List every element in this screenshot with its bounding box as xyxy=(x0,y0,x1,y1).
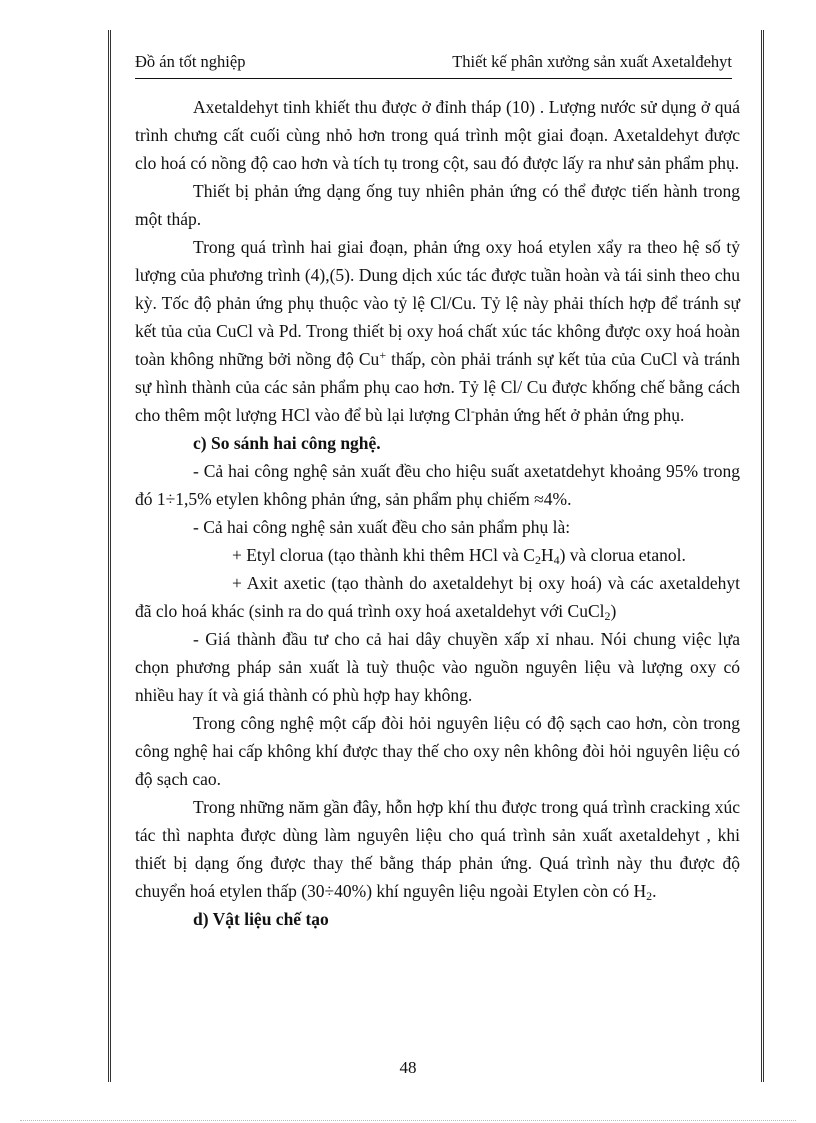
paragraph-reactor-type: Thiết bị phản ứng dạng ống tuy nhiên phản ứng có thể được tiến hành trong một tháp. xyxy=(135,181,740,229)
text-run: phản ứng hết ở phản ứng phụ. xyxy=(474,405,685,425)
superscript: + xyxy=(379,348,387,362)
header-divider xyxy=(135,78,732,79)
paragraph-investment-cost: - Giá thành đầu tư cho cả hai dây chuyền xấp xỉ nhau. Nói chung việc lựa chọn phương pháp sản xuất là tuỳ thuộc vào nguồn nguyên liệu và lượng oxy có nhiều hay ít và giá thành có phù hợp hay không. xyxy=(135,629,740,705)
text-run: + Axit axetic (tạo thành do axetaldehyt bị oxy hoá) và các axetaldehyt đã clo hoá khác (sinh ra do quá trình oxy hoá axetaldehyt với CuCl xyxy=(135,573,740,621)
text-run: ) và clorua etanol. xyxy=(559,545,686,565)
page-bottom-dotted-rule xyxy=(20,1120,796,1121)
page-number: 48 xyxy=(399,1058,417,1077)
header-title: Thiết kế phân xưởng sản xuất Axetalđehyt xyxy=(452,52,732,71)
section-heading-d: d) Vật liệu chế tạo xyxy=(193,909,329,929)
header-thesis-label: Đồ án tốt nghiệp xyxy=(135,52,246,71)
subscript: 4 xyxy=(553,553,560,567)
text-run: ) xyxy=(610,601,617,621)
subscript: 2 xyxy=(646,889,653,903)
list-item-acetic-acid xyxy=(135,569,740,625)
section-heading-c: c) So sánh hai công nghệ. xyxy=(193,433,381,453)
paragraph-byproducts-intro: - Cả hai công nghệ sản xuất đều cho sản phẩm phụ là: xyxy=(193,517,571,537)
paragraph-pure-acetaldehyde: Axetaldehyt tinh khiết thu được ở đỉnh tháp (10) . Lượng nước sử dụng ở quá trình chưng cất cuối cùng nhỏ hơn trong quá trình một giai đoạn. Axetaldehyt được clo hoá có nồng độ cao hơn và tích tụ trong cột, sau đó được lấy ra như sản phẩm phụ. xyxy=(135,97,740,173)
paragraph-yield-comparison: - Cả hai công nghệ sản xuất đều cho hiệu suất axetatdehyt khoảng 95% trong đó 1÷1,5% etylen không phản ứng, sản phẩm phụ chiếm ≈4%. xyxy=(135,461,740,509)
superscript: - xyxy=(470,404,475,418)
text-run: Trong quá trình hai giai đoạn, phản ứng oxy hoá etylen xẩy ra theo hệ số tỷ lượng của phương trình (4),(5). Dung dịch xúc tác được tuần hoàn và tái sinh theo chu kỳ. Tốc độ phản ứng phụ thuộc vào tỷ lệ Cl/Cu. Tỷ lệ này phải thích hợp để tránh sự kết tủa của CuCl và Pd. Trong thiết bị oxy hoá chất xúc tác không được oxy hoá hoàn toàn không những bởi nồng độ Cu xyxy=(135,237,740,369)
text-run: . xyxy=(652,881,657,901)
list-item-ethyl-chloride xyxy=(135,541,740,569)
paragraph-cracking-gas xyxy=(135,793,740,905)
text-run: thấp, còn phải tránh sự kết tủa của CuCl và tránh sự hình thành của các sản phẩm phụ cao hơn. Tỷ lệ Cl/ Cu được khống chế bằng cách cho thêm một lượng HCl vào để bù lại lượng Cl xyxy=(135,349,740,425)
paragraph-one-stage-purity: Trong công nghệ một cấp đòi hỏi nguyên liệu có độ sạch cao hơn, còn trong công nghệ hai cấp không khí được thay thế cho oxy nên không đòi hỏi nguyên liệu có độ sạch cao. xyxy=(135,713,740,789)
subscript: 2 xyxy=(604,609,611,623)
page-header xyxy=(135,52,732,76)
subscript: 2 xyxy=(534,553,541,567)
paragraph-two-stage-process xyxy=(135,233,740,429)
text-run: H xyxy=(540,545,554,565)
text-run: Trong những năm gần đây, hỗn hợp khí thu được trong quá trình cracking xúc tác thì naphta được dùng làm nguyên liệu cho quá trình sản xuất axetaldehyt , khi thiết bị dạng ống được thay thế bằng tháp phản ứng. Quá trình này thu được độ chuyển hoá etylen thấp (30÷40%) khí nguyên liệu ngoài Etylen còn có H xyxy=(135,797,740,901)
document-body xyxy=(135,93,740,933)
text-run: + Etyl clorua (tạo thành khi thêm HCl và C xyxy=(232,545,535,565)
